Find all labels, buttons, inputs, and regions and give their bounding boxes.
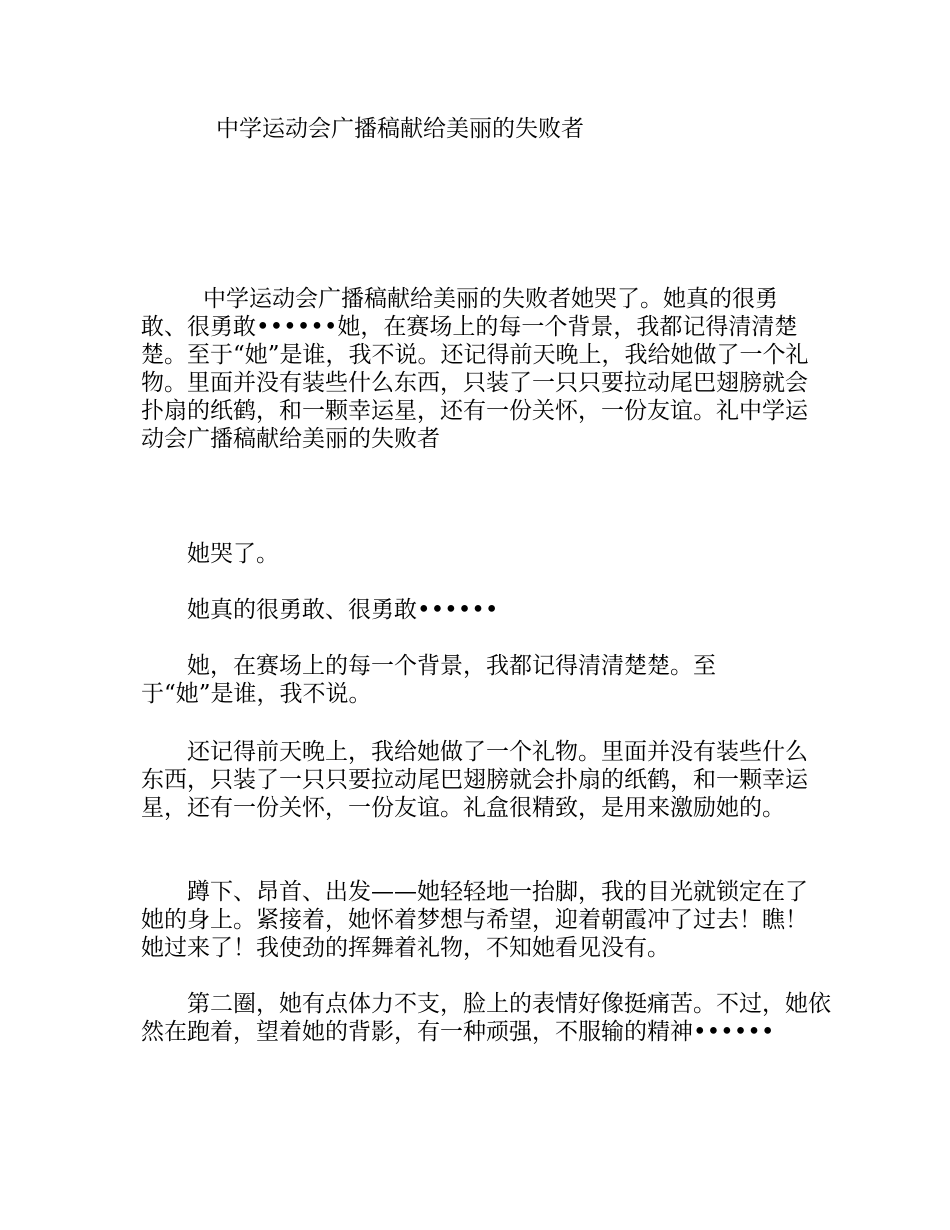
document-title: 中学运动会广播稿献给美丽的失败者 [216,116,584,142]
paragraph-6: 第二圈，她有点体力不支，脸上的表情好像挺痛苦。不过，她依然在跑着，望着她的背影，有一种顽强，不服输的精神•••••• [141,991,831,1045]
paragraph-2: 她真的很勇敢、很勇敢•••••• [187,597,499,623]
paragraph-1: 她哭了。 [187,541,279,567]
summary-paragraph: 中学运动会广播稿献给美丽的失败者她哭了。她真的很勇敢、很勇敢••••••她，在赛场上的每一个背景，我都记得清清楚楚。至于“她”是谁，我不说。还记得前天晚上，我给她做了一个礼物。里面并没有装些什么东西，只装了一只只要拉动尾巴翅膀就会扑扇的纸鹤，和一颗幸运星，还有一份关怀，一份友谊。礼中学运动会广播稿献给美丽的失败者 [141,286,809,452]
paragraph-5: 蹲下、昂首、出发——她轻轻地一抬脚，我的目光就锁定在了她的身上。紧接着，她怀着梦想与希望，迎着朝霞冲了过去！瞧！她过来了！我使劲的挥舞着礼物，不知她看见没有。 [141,879,808,961]
paragraph-3: 她，在赛场上的每一个背景，我都记得清清楚楚。至于“她”是谁，我不说。 [141,653,716,707]
paragraph-4: 还记得前天晚上，我给她做了一个礼物。里面并没有装些什么东西，只装了一只只要拉动尾巴翅膀就会扑扇的纸鹤，和一颗幸运星，还有一份关怀，一份友谊。礼盒很精致，是用来激励她的。 [141,739,808,821]
